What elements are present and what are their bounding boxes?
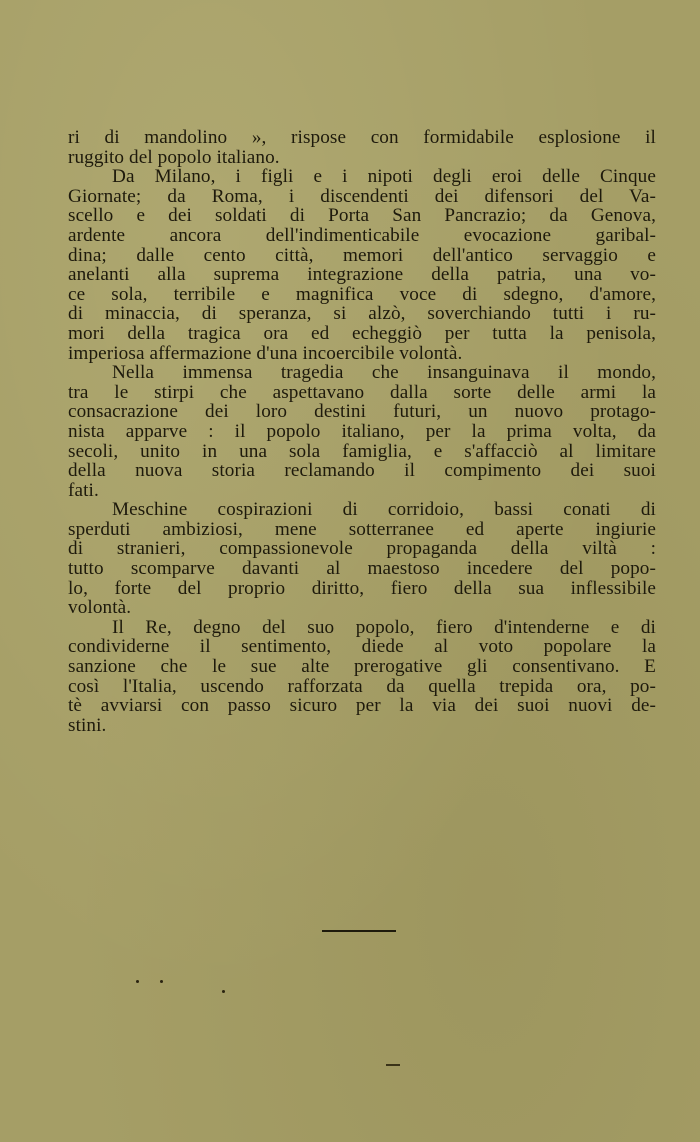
text-line: dina; dalle cento città, memori dell'antico servaggio e [68,244,656,266]
body-text [68,128,656,735]
text-line: tra le stirpi che aspettavano dalla sorte delle armi la [68,381,656,403]
text-line: fati. [68,479,99,501]
text-line: Meschine cospirazioni di corridoio, bassi conati di [112,499,656,521]
text-line: Il Re, degno del suo popolo, fiero d'intenderne e di [112,616,656,638]
text-line: volontà. [68,597,132,619]
text-line: di stranieri, compassionevole propaganda della viltà : [68,538,656,560]
text-line: Nella immensa tragedia che insanguinava il mondo, [112,362,656,384]
text-line: della nuova storia reclamando il compimento dei suoi [68,460,656,482]
stray-ink-dots [130,976,250,988]
text-line: nista apparve : il popolo italiano, per la prima volta, da [68,420,656,442]
text-line: ruggito del popolo italiano. [68,146,280,168]
text-line: sperduti ambiziosi, mene sotterranee ed aperte ingiurie [68,518,656,540]
text-line: Giornate; da Roma, i discendenti dei difensori del Va- [68,185,656,207]
text-line: ce sola, terribile e magnifica voce di sdegno, d'amore, [68,283,656,305]
text-line: mori della tragica ora ed echeggiò per tutta la penisola, [68,322,656,344]
text-line: lo, forte del proprio diritto, fiero della sua inflessibile [68,577,656,599]
text-line: consacrazione dei loro destini futuri, un nuovo protago- [68,401,656,423]
text-line: tutto scomparve davanti al maestoso incedere del popo- [68,558,656,580]
text-line: scello e dei soldati di Porta San Pancrazio; da Genova, [68,205,656,227]
section-divider-rule [322,930,396,932]
text-line: Da Milano, i figli e i nipoti degli eroi delle Cinque [112,166,656,188]
text-line: ri di mandolino », rispose con formidabile esplosione il [68,127,656,148]
text-line: anelanti alla suprema integrazione della patria, una vo- [68,264,656,286]
text-line: imperiosa affermazione d'una incoercibile volontà. [68,342,463,364]
text-line: stini. [68,714,107,736]
text-line: condividerne il sentimento, diede al voto popolare la [68,636,656,658]
text-line: così l'Italia, uscendo rafforzata da quella trepida ora, po- [68,675,656,697]
text-line: tè avviarsi con passo sicuro per la via dei suoi nuovi de- [68,695,656,717]
text-line: ardente ancora dell'indimenticabile evocazione garibal- [68,224,656,246]
page-number-mark [386,1064,400,1066]
text-line: secoli, unito in una sola famiglia, e s'affacciò al limitare [68,440,656,462]
text-line: di minaccia, di speranza, si alzò, soverchiando tutti i ru- [68,303,656,325]
text-line: sanzione che le sue alte prerogative gli consentivano. E [68,656,656,678]
